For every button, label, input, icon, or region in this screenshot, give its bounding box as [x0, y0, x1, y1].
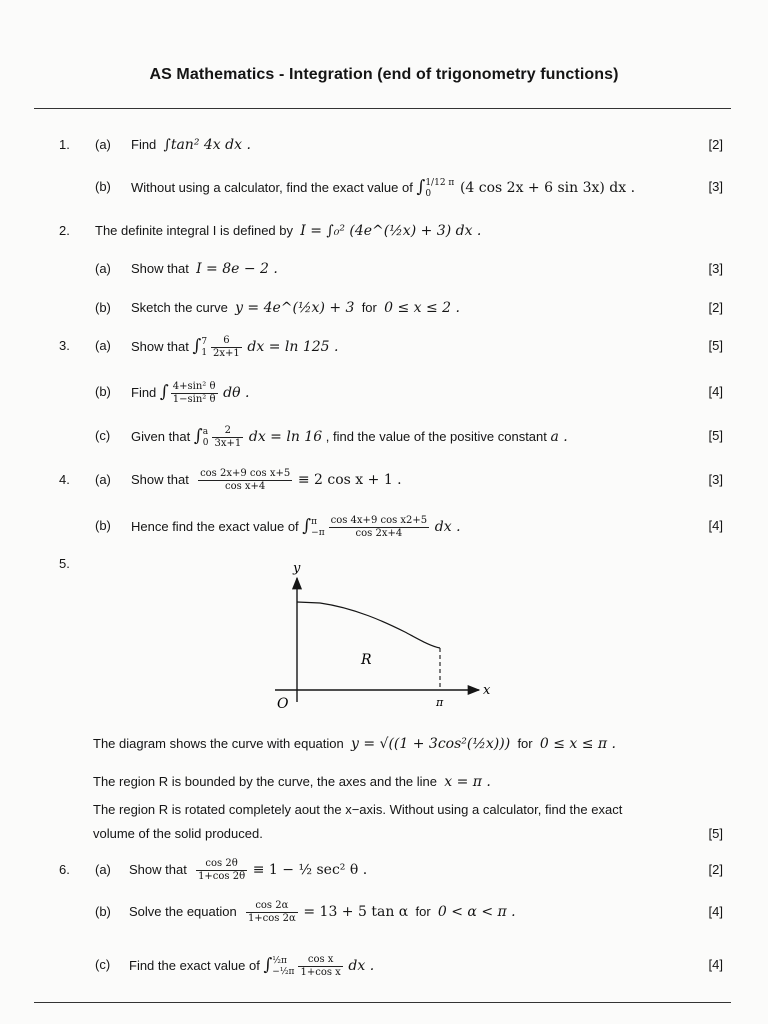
integral-limits — [311, 517, 324, 539]
q3a-text: Show that — [131, 339, 189, 354]
marks: [4] — [708, 904, 723, 919]
numerator: cos 2x+9 cos x+5 — [200, 468, 291, 480]
q6b-math: = 13 + 5 tan α — [303, 904, 409, 920]
q2-stem-row — [0, 219, 768, 243]
numerator: cos 4x+9 cos x2+5 — [330, 515, 428, 527]
origin-label: O — [277, 696, 289, 712]
part-label: (b) — [95, 179, 111, 194]
marks: [5] — [708, 826, 723, 841]
pi-label: π — [436, 696, 444, 709]
upper-limit: a — [202, 426, 209, 437]
q5-text2: for — [517, 736, 533, 751]
x-axis-label: x — [483, 683, 491, 698]
q2b-math: y = 4e^(½x) + 3 — [235, 300, 355, 316]
numerator: cos 2θ — [196, 858, 247, 871]
q5-math2: 0 ≤ x ≤ π . — [539, 736, 617, 752]
denominator: 1+cos 2α — [247, 913, 296, 925]
marks: [2] — [708, 862, 723, 877]
question-number: 5. — [59, 556, 70, 571]
q6b-text2: for — [415, 904, 431, 919]
question-text — [131, 175, 635, 200]
q2b-row — [0, 296, 768, 320]
q3c-math2: a . — [550, 429, 568, 445]
q4b-text: Hence find the exact value of — [131, 519, 299, 534]
marks: [2] — [708, 137, 723, 152]
fraction — [198, 468, 292, 493]
bottom-rule — [34, 1002, 731, 1003]
fraction — [298, 954, 342, 979]
question-text — [131, 380, 249, 406]
part-label: (b) — [95, 300, 111, 315]
marks: [4] — [708, 518, 723, 533]
q5-math: y = √((1 + 3cos²(½x))) — [350, 736, 511, 752]
part-label: (c) — [95, 957, 111, 972]
region-label: R — [361, 652, 372, 668]
q6c-text: Find the exact value of — [129, 958, 260, 973]
question-number: 2. — [59, 223, 70, 238]
y-axis-label: y — [293, 561, 301, 576]
question-number: 6. — [59, 862, 70, 877]
marks: [3] — [708, 179, 723, 194]
q5-line-2 — [0, 770, 768, 794]
integral-sign: ∫ — [416, 177, 426, 197]
q2b-text: Sketch the curve — [131, 300, 228, 315]
part-label: (a) — [95, 338, 111, 353]
numerator: cos x — [298, 954, 342, 967]
marks: [4] — [708, 957, 723, 972]
upper-limit: ½π — [272, 955, 287, 966]
denominator: 1+cos 2θ — [198, 871, 246, 883]
q4b-math: dx . — [434, 519, 461, 535]
marks: [5] — [708, 428, 723, 443]
curve — [297, 602, 440, 648]
part-label: (a) — [95, 137, 111, 152]
top-rule — [34, 108, 731, 109]
upper-limit: 1/12 π — [425, 177, 455, 188]
integral-sign: ∫ — [193, 426, 203, 446]
integral-limits — [203, 427, 209, 449]
question-text — [131, 257, 278, 281]
q2b-math2: 0 ≤ x ≤ 2 . — [384, 300, 460, 316]
q2b-text2: for — [361, 300, 377, 315]
part-label: (b) — [95, 384, 111, 399]
q6c-row — [0, 953, 768, 977]
integral-limits — [272, 956, 294, 978]
marks: [5] — [708, 338, 723, 353]
q3c-math: dx = ln 16 — [248, 429, 323, 445]
fraction — [171, 381, 218, 406]
q6b-text: Solve the equation — [129, 904, 237, 919]
question-text — [95, 219, 481, 243]
question-number: 4. — [59, 472, 70, 487]
part-label: (c) — [95, 428, 111, 443]
q6c-math: dx . — [348, 958, 375, 974]
q3a-math: dx = ln 125 . — [247, 339, 339, 355]
q1b-math: (4 cos 2x + 6 sin 3x) dx . — [459, 180, 636, 196]
q5-text: The diagram shows the curve with equation — [93, 736, 344, 751]
fraction — [196, 858, 247, 883]
q6a-math: ≡ 1 − ½ sec² θ . — [252, 862, 368, 878]
q5-line-4 — [0, 822, 768, 846]
part-label: (a) — [95, 862, 111, 877]
q3c-row — [0, 424, 768, 448]
marks: [3] — [708, 472, 723, 487]
question-number: 1. — [59, 137, 70, 152]
upper-limit: π — [311, 516, 318, 527]
part-label: (b) — [95, 518, 111, 533]
question-text — [131, 468, 402, 493]
lower-limit: 0 — [202, 437, 209, 448]
question-text — [129, 858, 367, 883]
marks: [3] — [708, 261, 723, 276]
denominator: 2x+1 — [213, 348, 240, 360]
fraction — [246, 900, 298, 925]
q6a-text: Show that — [129, 862, 187, 877]
q2a-text: Show that — [131, 261, 189, 276]
integral-sign: ∫ — [192, 336, 202, 356]
denominator: 1−sin² θ — [172, 394, 216, 406]
q2-stem: The definite integral I is defined by — [95, 223, 294, 238]
integral-sign: ∫ — [159, 382, 169, 402]
question-text: volume of the solid produced. — [93, 826, 263, 841]
part-label: (a) — [95, 261, 111, 276]
marks: [4] — [708, 384, 723, 399]
denominator: 3x+1 — [214, 438, 242, 450]
part-label: (b) — [95, 904, 111, 919]
numerator: 2 — [212, 425, 243, 438]
q3b-text: Find — [131, 385, 157, 400]
denominator: cos 2x+4 — [355, 528, 403, 540]
lower-limit: −½π — [272, 966, 295, 977]
q5-line2-math: x = π . — [444, 774, 491, 790]
q5-line2-text: The region R is bounded by the curve, the axes and the line — [93, 774, 437, 789]
q3b-math: dθ . — [223, 385, 250, 401]
upper-limit: 7 — [201, 336, 208, 347]
question-text — [131, 424, 568, 450]
numerator: 6 — [211, 335, 242, 348]
question-text: The region R is rotated completely aout the x−axis. Without using a calculator, find the exact — [93, 802, 623, 817]
question-text — [129, 900, 516, 925]
question-number: 3. — [59, 338, 70, 353]
lower-limit: −π — [311, 527, 325, 538]
q6b-math2: 0 < α < π . — [437, 904, 516, 920]
lower-limit: 1 — [201, 347, 208, 358]
q4b-row — [0, 514, 768, 538]
question-text — [131, 514, 461, 540]
q2a-math: I = 8e − 2 . — [196, 261, 278, 277]
integral-limits — [201, 337, 207, 359]
lower-limit: 0 — [425, 188, 432, 199]
q1a-text: Find — [131, 137, 157, 152]
q2a-row — [0, 257, 768, 281]
q4a-text: Show that — [131, 472, 189, 487]
q3b-row — [0, 380, 768, 404]
q1a-math: ∫tan² 4x dx . — [163, 137, 251, 153]
integral-sign: ∫ — [302, 516, 312, 536]
question-text — [93, 732, 616, 756]
q1b-row — [0, 175, 768, 199]
denominator: 1+cos x — [300, 967, 341, 979]
integral-limits — [425, 178, 454, 200]
q4a-math: ≡ 2 cos x + 1 . — [297, 472, 402, 488]
q6a-row — [0, 858, 768, 882]
q3c-text2: , find the value of the positive constant — [325, 429, 547, 444]
question-text — [131, 334, 338, 360]
question-text — [131, 296, 460, 320]
question-text — [93, 770, 491, 794]
q5-line-1 — [0, 732, 768, 756]
q3c-text: Given that — [131, 429, 191, 444]
page-title: AS Mathematics - Integration (end of trigonometry functions) — [149, 66, 619, 83]
q4a-row — [0, 468, 768, 492]
fraction — [329, 515, 430, 540]
part-label: (a) — [95, 472, 111, 487]
question-text — [131, 133, 251, 157]
q3a-row — [0, 334, 768, 358]
fraction — [212, 425, 243, 450]
q1b-text: Without using a calculator, find the exact value of — [131, 180, 413, 195]
q1a-row — [0, 133, 768, 157]
numerator: cos 2α — [246, 900, 298, 913]
q2-stem-math: I = ∫₀² (4e^(½x) + 3) dx . — [300, 223, 482, 239]
denominator: cos x+4 — [224, 481, 266, 493]
marks: [2] — [708, 300, 723, 315]
integral-sign: ∫ — [263, 955, 273, 975]
fraction — [211, 335, 242, 360]
question-text — [129, 953, 374, 979]
q6b-row — [0, 900, 768, 924]
numerator: 4+sin² θ — [172, 381, 216, 393]
q5-diagram — [265, 560, 505, 720]
q5-line-3 — [0, 798, 768, 822]
